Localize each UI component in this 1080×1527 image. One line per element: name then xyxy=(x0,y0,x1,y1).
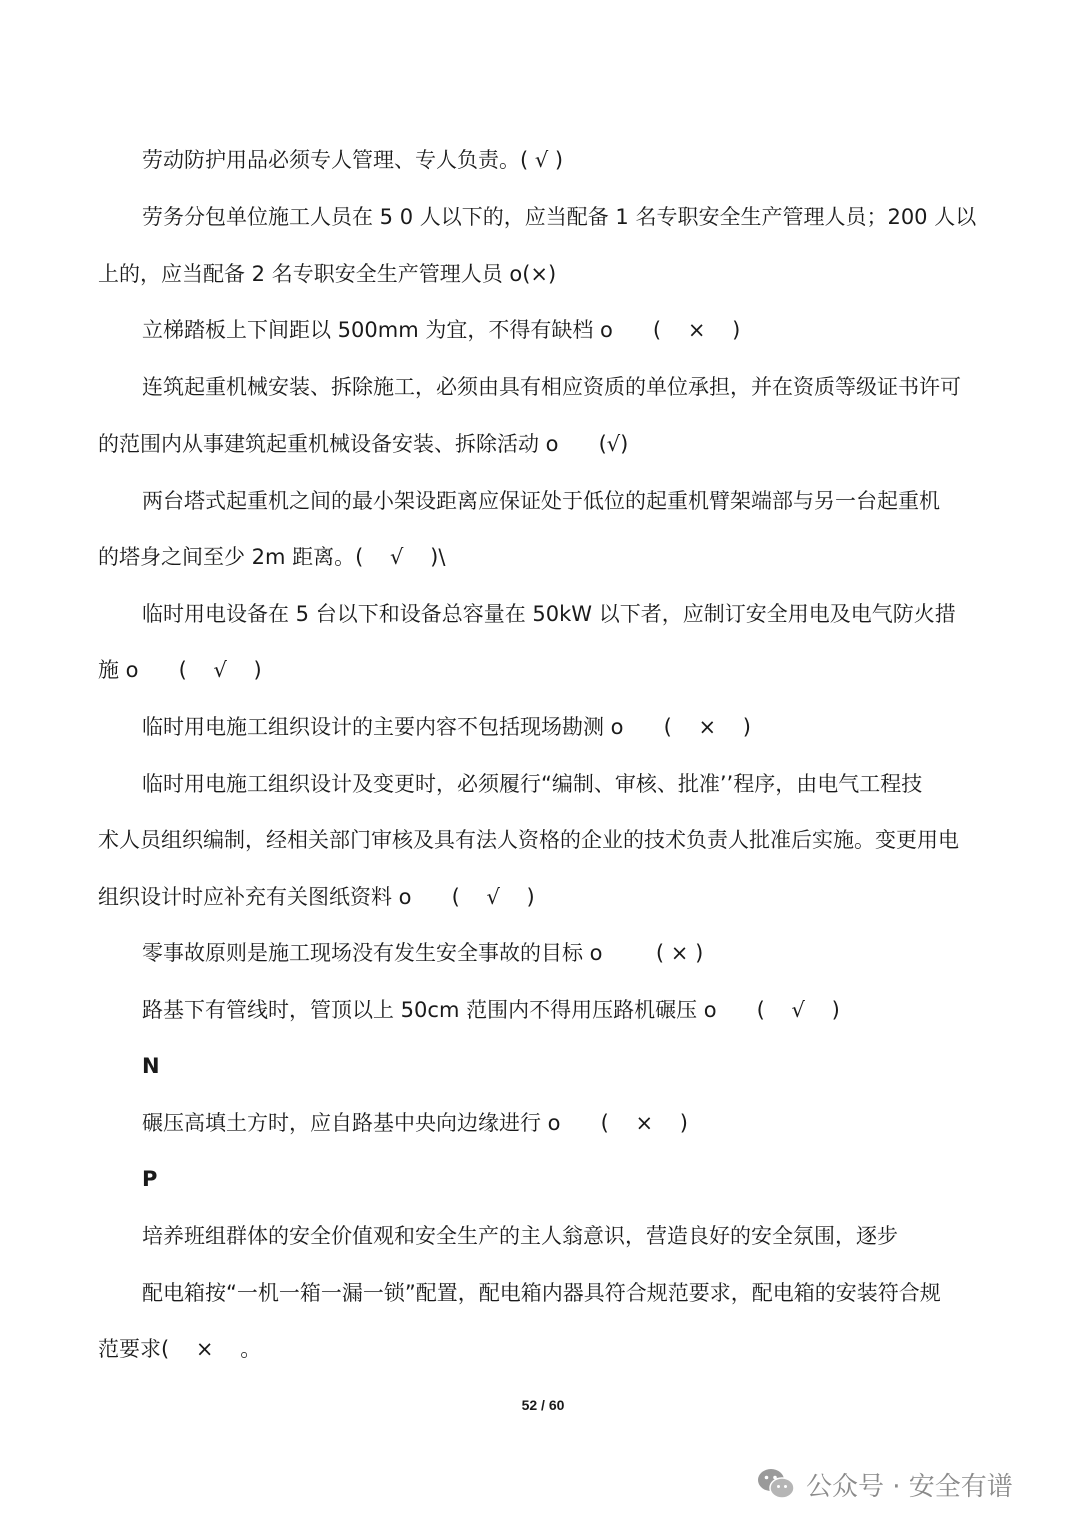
text-line: 两台塔式起重机之间的最小架设距离应保证处于低位的起重机臂架端部与另一台起重机 xyxy=(142,489,940,513)
text-line: 的范围内从事建筑起重机械设备安装、拆除活动 o (√) xyxy=(98,432,629,456)
text-line: 上的，应当配备 2 名专职安全生产管理人员 o(×) xyxy=(98,262,557,286)
text-line: 临时用电施工组织设计及变更时，必须履行“编制、审核、批准’’程序，由电气工程技 xyxy=(142,772,923,796)
section-letter: N xyxy=(142,1054,160,1078)
text-line: 零事故原则是施工现场没有发生安全事故的目标 o ( × ) xyxy=(142,941,704,965)
text-line: 的塔身之间至少 2m 距离。( √ )\ xyxy=(98,545,446,569)
watermark-text: 公众号 · 安全有谱 xyxy=(806,1471,1013,1502)
text-line: 组织设计时应补充有关图纸资料 o ( √ ) xyxy=(98,885,535,909)
text-line: 连筑起重机械安装、拆除施工，必须由具有相应资质的单位承担，并在资质等级证书许可 xyxy=(142,375,961,399)
text-line: 路基下有管线时，管顶以上 50cm 范围内不得用压路机碾压 o ( √ ) xyxy=(142,998,840,1022)
text-line: 配电箱按“一机一箱一漏一锁”配置，配电箱内器具符合规范要求，配电箱的安装符合规 xyxy=(142,1281,941,1305)
wechat-icon xyxy=(756,1466,796,1502)
text-line: 立梯踏板上下间距以 500mm 为宜，不得有缺档 o ( × ) xyxy=(142,318,741,342)
text-line: 范要求( × 。 xyxy=(98,1337,262,1361)
page-number: 52 / 60 xyxy=(521,1397,565,1413)
text-line: 临时用电施工组织设计的主要内容不包括现场勘测 o ( × ) xyxy=(142,715,751,739)
section-letter: P xyxy=(142,1167,158,1191)
watermark xyxy=(756,1462,1013,1506)
text-line: 临时用电设备在 5 台以下和设备总容量在 50kW 以下者，应制订安全用电及电气防火措 xyxy=(142,602,956,626)
text-line: 碾压高填土方时，应自路基中央向边缘进行 o ( × ) xyxy=(142,1111,688,1135)
text-line: 术人员组织编制，经相关部门审核及具有法人资格的企业的技术负责人批准后实施。变更用电 xyxy=(98,828,959,852)
text-line: 劳务分包单位施工人员在 5 0 人以下的，应当配备 1 名专职安全生产管理人员；200 人以 xyxy=(142,205,977,229)
text-line: 劳动防护用品必须专人管理、专人负责。( √ ) xyxy=(142,148,564,172)
text-line: 培养班组群体的安全价值观和安全生产的主人翁意识，营造良好的安全氛围，逐步 xyxy=(142,1224,898,1248)
text-line: 施 o ( √ ) xyxy=(98,658,262,682)
